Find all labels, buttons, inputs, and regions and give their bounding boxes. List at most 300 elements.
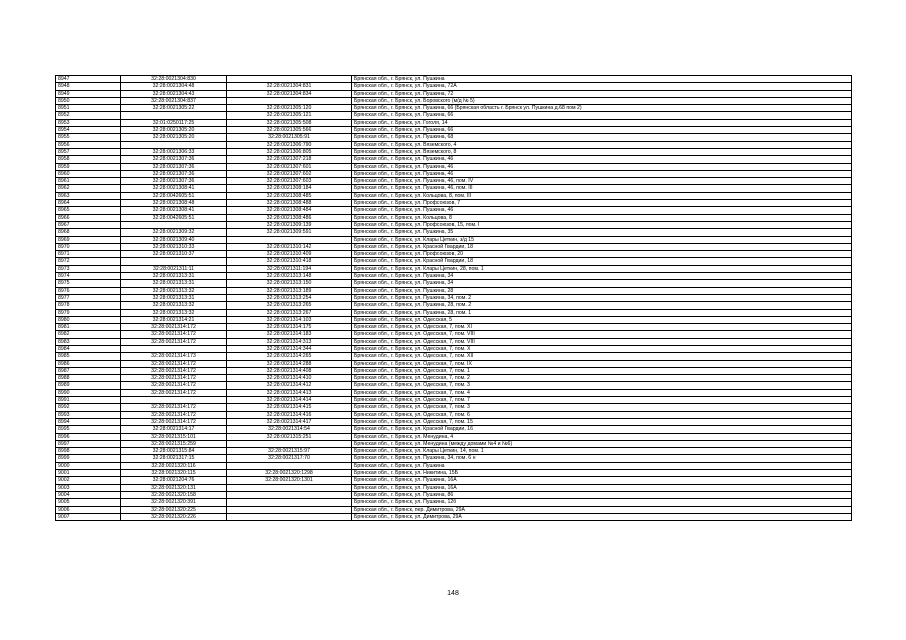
building-cadastral-number-cell xyxy=(227,236,352,243)
building-cadastral-number-cell: 32:28:0021308:184 xyxy=(227,185,352,192)
land-cadastral-number-cell: 32:28:0021315:84 xyxy=(121,448,227,455)
building-cadastral-number-cell: 32:28:0021313:254 xyxy=(227,294,352,301)
land-cadastral-number-cell: 32:28:0021314:172 xyxy=(121,331,227,338)
building-cadastral-number-cell: 32:28:0021314:410 xyxy=(227,375,352,382)
address-cell: Брянская обл., г. Брянск, ул. Одесская, 7, пом. 1 xyxy=(352,367,852,374)
building-cadastral-number-cell: 32:28:0021314:413 xyxy=(227,389,352,396)
row-number-cell: 8993 xyxy=(56,411,121,418)
table-row xyxy=(56,170,852,177)
row-number-cell: 9006 xyxy=(56,506,121,513)
building-cadastral-number-cell: 32:28:0021307:602 xyxy=(227,170,352,177)
address-cell: Брянская обл., г. Брянск, ул. Профсоюзов, 7 xyxy=(352,200,852,207)
row-number-cell: 8986 xyxy=(56,360,121,367)
table-row xyxy=(56,506,852,513)
row-number-cell: 8970 xyxy=(56,243,121,250)
address-cell: Брянская обл., г. Брянск, ул. Одесская, 7, пом. 2 xyxy=(352,375,852,382)
building-cadastral-number-cell: 32:28:0021313:150 xyxy=(227,280,352,287)
address-cell: Брянская обл., г. Брянск, ул. Менудина, 4 xyxy=(352,433,852,440)
row-number-cell: 8994 xyxy=(56,418,121,425)
row-number-cell: 8992 xyxy=(56,404,121,411)
land-cadastral-number-cell: 32:28:0021314:172 xyxy=(121,418,227,425)
table-row xyxy=(56,389,852,396)
address-cell: Брянская обл., г. Брянск, ул. Клары Цеткин, 28, пом. 1 xyxy=(352,265,852,272)
address-cell: Брянская обл., г. Брянск, пер. Димитрова, 29А xyxy=(352,506,852,513)
row-number-cell: 8958 xyxy=(56,156,121,163)
row-number-cell: 8991 xyxy=(56,397,121,404)
land-cadastral-number-cell: 32:28:0021314:17 xyxy=(121,426,227,433)
table-row xyxy=(56,455,852,462)
address-cell: Брянская обл., г. Брянск, ул. Пушкина, 28, пом. 1 xyxy=(352,309,852,316)
table-row xyxy=(56,411,852,418)
table-row xyxy=(56,185,852,192)
table-row xyxy=(56,229,852,236)
land-cadastral-number-cell: 32:28:0021313:32 xyxy=(121,302,227,309)
address-cell: Брянская обл., г. Брянск, ул. Пушкина, 46 xyxy=(352,207,852,214)
row-number-cell: 8975 xyxy=(56,280,121,287)
address-cell: Брянская обл., г. Брянск, ул. Пушкина, 72 xyxy=(352,90,852,97)
row-number-cell: 8960 xyxy=(56,170,121,177)
building-cadastral-number-cell: 32:28:0021308:488 xyxy=(227,200,352,207)
address-cell: Брянская обл., г. Брянск, ул. Клары Цеткин, з/д 15 xyxy=(352,236,852,243)
table-row xyxy=(56,324,852,331)
building-cadastral-number-cell: 32:28:0021314:416 xyxy=(227,411,352,418)
table-row xyxy=(56,273,852,280)
row-number-cell: 8969 xyxy=(56,236,121,243)
land-cadastral-number-cell: 32:28:0021313:31 xyxy=(121,294,227,301)
row-number-cell: 8952 xyxy=(56,112,121,119)
address-cell: Брянская обл., г. Брянск, ул. Гоголя, 14 xyxy=(352,119,852,126)
land-cadastral-number-cell: 32:28:0021308:41 xyxy=(121,185,227,192)
land-cadastral-number-cell: 32:28:0021320:131 xyxy=(121,484,227,491)
address-cell: Брянская обл., г. Брянск, ул. Пушкина, 46 xyxy=(352,163,852,170)
property-registry-table xyxy=(55,75,852,521)
land-cadastral-number-cell: 32:28:0021317:15 xyxy=(121,455,227,462)
building-cadastral-number-cell: 32:28:0021314:313 xyxy=(227,338,352,345)
land-cadastral-number-cell: 32:28:0021314:173 xyxy=(121,353,227,360)
row-number-cell: 8977 xyxy=(56,294,121,301)
row-number-cell: 8949 xyxy=(56,90,121,97)
row-number-cell: 8981 xyxy=(56,324,121,331)
row-number-cell: 8987 xyxy=(56,367,121,374)
building-cadastral-number-cell: 32:28:0021314:417 xyxy=(227,418,352,425)
address-cell: Брянская обл., г. Брянск, ул. Пушкина, 16А xyxy=(352,477,852,484)
table-row xyxy=(56,440,852,447)
building-cadastral-number-cell xyxy=(227,462,352,469)
building-cadastral-number-cell: 32:28:0021304:831 xyxy=(227,83,352,90)
table-row xyxy=(56,462,852,469)
table-row xyxy=(56,448,852,455)
building-cadastral-number-cell: 32:28:0021314:183 xyxy=(227,331,352,338)
table-row xyxy=(56,236,852,243)
land-cadastral-number-cell: 32:28:0021304:830 xyxy=(121,76,227,83)
land-cadastral-number-cell: 32:28:0021311:11 xyxy=(121,265,227,272)
building-cadastral-number-cell: 32:28:0021313:148 xyxy=(227,273,352,280)
building-cadastral-number-cell: 32:28:0021314:265 xyxy=(227,353,352,360)
building-cadastral-number-cell: 32:28:0021317:70 xyxy=(227,455,352,462)
building-cadastral-number-cell: 32:28:0021305:121 xyxy=(227,112,352,119)
land-cadastral-number-cell: 32:28:0021308:41 xyxy=(121,207,227,214)
table-row xyxy=(56,477,852,484)
land-cadastral-number-cell: 32:28:0021307:36 xyxy=(121,178,227,185)
land-cadastral-number-cell: 32:28:0021204:76 xyxy=(121,477,227,484)
address-cell: Брянская обл., г. Брянск, ул. Одесская, 7, пом. VIII xyxy=(352,331,852,338)
land-cadastral-number-cell: 32:28:0021304:43 xyxy=(121,90,227,97)
building-cadastral-number-cell: 32:28:0021314:103 xyxy=(227,316,352,323)
land-cadastral-number-cell: 32:28:0021313:31 xyxy=(121,273,227,280)
table-row xyxy=(56,484,852,491)
land-cadastral-number-cell: 32:28:0021314:172 xyxy=(121,367,227,374)
row-number-cell: 8955 xyxy=(56,134,121,141)
building-cadastral-number-cell: 32:28:0021320:1298 xyxy=(227,470,352,477)
table-row xyxy=(56,148,852,155)
land-cadastral-number-cell: 32:28:0021320:116 xyxy=(121,462,227,469)
address-cell: Брянская обл., г. Брянск, ул. Пушкина, 34, пом. 6 н xyxy=(352,455,852,462)
land-cadastral-number-cell: 32:28:0021310:33 xyxy=(121,243,227,250)
table-row xyxy=(56,258,852,265)
table-row xyxy=(56,345,852,352)
building-cadastral-number-cell: 32:28:0021314:344 xyxy=(227,345,352,352)
address-cell: Брянская обл., г. Брянск, ул. Пушкина, 66 (Брянская область г. Брянск ул. Пушкина д.68 пом 2) xyxy=(352,105,852,112)
row-number-cell: 8999 xyxy=(56,455,121,462)
land-cadastral-number-cell: 32:28:0042605:51 xyxy=(121,192,227,199)
row-number-cell: 8948 xyxy=(56,83,121,90)
building-cadastral-number-cell: 32:28:0021308:484 xyxy=(227,207,352,214)
table-row xyxy=(56,331,852,338)
table-row xyxy=(56,112,852,119)
address-cell: Брянская обл., г. Брянск, ул. Пушкина xyxy=(352,76,852,83)
row-number-cell: 8990 xyxy=(56,389,121,396)
row-number-cell: 8947 xyxy=(56,76,121,83)
row-number-cell: 8982 xyxy=(56,331,121,338)
building-cadastral-number-cell xyxy=(227,506,352,513)
row-number-cell: 8984 xyxy=(56,345,121,352)
land-cadastral-number-cell: 32:28:0021313:31 xyxy=(121,280,227,287)
building-cadastral-number-cell xyxy=(227,440,352,447)
building-cadastral-number-cell: 32:28:0021308:486 xyxy=(227,214,352,221)
building-cadastral-number-cell: 32:28:0021307:218 xyxy=(227,156,352,163)
land-cadastral-number-cell: 32:28:0021314:172 xyxy=(121,411,227,418)
building-cadastral-number-cell: 32:28:0021315:251 xyxy=(227,433,352,440)
address-cell: Брянская обл., г. Брянск, ул. Пушкина, 28, пом. 2 xyxy=(352,302,852,309)
building-cadastral-number-cell: 32:28:0021307:603 xyxy=(227,178,352,185)
address-cell: Брянская обл., г. Брянск, ул. Пушкина xyxy=(352,462,852,469)
table-row xyxy=(56,214,852,221)
address-cell: Брянская обл., г. Брянск, ул. Одесская, 7, пом. XII xyxy=(352,353,852,360)
land-cadastral-number-cell: 32:28:0021305:22 xyxy=(121,105,227,112)
row-number-cell: 8979 xyxy=(56,309,121,316)
address-cell: Брянская обл., г. Брянск, ул. Клары Цеткин, 14, пом. 1 xyxy=(352,448,852,455)
table-row xyxy=(56,200,852,207)
land-cadastral-number-cell: 32:28:0021305:20 xyxy=(121,134,227,141)
building-cadastral-number-cell: 32:28:0021309:591 xyxy=(227,229,352,236)
land-cadastral-number-cell xyxy=(121,141,227,148)
address-cell: Брянская обл., г. Брянск, ул. Одесская, 7, пом. 4 xyxy=(352,389,852,396)
land-cadastral-number-cell: 32:28:0021307:36 xyxy=(121,156,227,163)
address-cell: Брянская обл., г. Брянск, ул. Вяземского, 4 xyxy=(352,141,852,148)
land-cadastral-number-cell: 32:28:0021308:48 xyxy=(121,200,227,207)
row-number-cell: 8989 xyxy=(56,382,121,389)
address-cell: Брянская обл., г. Брянск, ул. Одесская, 7, пом. 3 xyxy=(352,404,852,411)
building-cadastral-number-cell: 32:28:0021310:418 xyxy=(227,258,352,265)
table-row xyxy=(56,97,852,104)
table-row xyxy=(56,127,852,134)
row-number-cell: 8967 xyxy=(56,221,121,228)
table-row xyxy=(56,316,852,323)
row-number-cell: 9003 xyxy=(56,484,121,491)
land-cadastral-number-cell: 32:28:0021304:48 xyxy=(121,83,227,90)
building-cadastral-number-cell: 32:28:0021305:566 xyxy=(227,127,352,134)
table-row xyxy=(56,426,852,433)
table-row xyxy=(56,105,852,112)
table-row xyxy=(56,404,852,411)
row-number-cell: 8972 xyxy=(56,258,121,265)
building-cadastral-number-cell: 32:28:0021314:175 xyxy=(227,324,352,331)
row-number-cell: 8973 xyxy=(56,265,121,272)
table-row xyxy=(56,499,852,506)
table-row xyxy=(56,192,852,199)
building-cadastral-number-cell: 32:28:0021314:412 xyxy=(227,382,352,389)
table-row xyxy=(56,207,852,214)
address-cell: Брянская обл., г. Брянск, ул. Пушкина, 12б xyxy=(352,499,852,506)
table-row xyxy=(56,287,852,294)
row-number-cell: 9005 xyxy=(56,499,121,506)
address-cell: Брянская обл., г. Брянск, ул. Одесская, 7, пом. 15 xyxy=(352,418,852,425)
row-number-cell: 8988 xyxy=(56,375,121,382)
table-row xyxy=(56,163,852,170)
land-cadastral-number-cell: 32:28:0021314:172 xyxy=(121,324,227,331)
land-cadastral-number-cell: 32:28:0021315:259 xyxy=(121,440,227,447)
table-row xyxy=(56,251,852,258)
row-number-cell: 8983 xyxy=(56,338,121,345)
land-cadastral-number-cell: 32:28:0021309:40 xyxy=(121,236,227,243)
building-cadastral-number-cell: 32:28:0021305:91 xyxy=(227,134,352,141)
building-cadastral-number-cell: 32:28:0021315:97 xyxy=(227,448,352,455)
row-number-cell: 8953 xyxy=(56,119,121,126)
row-number-cell: 8978 xyxy=(56,302,121,309)
building-cadastral-number-cell: 32:28:0021313:189 xyxy=(227,287,352,294)
registry-table-body xyxy=(56,76,852,521)
address-cell: Брянская обл., г. Брянск, ул. Пушкина, 66 xyxy=(352,127,852,134)
address-cell: Брянская обл., г. Брянск, ул. Пушкина, 68 xyxy=(352,134,852,141)
land-cadastral-number-cell xyxy=(121,221,227,228)
table-row xyxy=(56,83,852,90)
address-cell: Брянская обл., г. Брянск, ул. Пушкина, 34 xyxy=(352,280,852,287)
row-number-cell: 8961 xyxy=(56,178,121,185)
row-number-cell: 8956 xyxy=(56,141,121,148)
address-cell: Брянская обл., г. Брянск, ул. Одесская, 7, пом. 6 xyxy=(352,411,852,418)
land-cadastral-number-cell: 32:28:0021315:101 xyxy=(121,433,227,440)
building-cadastral-number-cell: 32:28:0021304:834 xyxy=(227,90,352,97)
land-cadastral-number-cell: 32:28:0021314:172 xyxy=(121,382,227,389)
address-cell: Брянская обл., г. Брянск, ул. Красной Гвардии, 16 xyxy=(352,426,852,433)
address-cell: Брянская обл., г. Брянск, ул. Профсоюзов, 15, пом. I xyxy=(352,221,852,228)
page-number: 148 xyxy=(447,590,459,597)
table-row xyxy=(56,156,852,163)
address-cell: Брянская обл., г. Брянск, ул. Вяземского, 8 xyxy=(352,148,852,155)
land-cadastral-number-cell: 32:28:0021314:21 xyxy=(121,316,227,323)
table-row xyxy=(56,280,852,287)
table-row xyxy=(56,418,852,425)
address-cell: Брянская обл., г. Брянск, ул. Пушкина, 28 xyxy=(352,287,852,294)
building-cadastral-number-cell: 32:28:0021313:267 xyxy=(227,309,352,316)
table-row xyxy=(56,309,852,316)
row-number-cell: 8998 xyxy=(56,448,121,455)
row-number-cell: 8997 xyxy=(56,440,121,447)
land-cadastral-number-cell: 32:28:0021309:32 xyxy=(121,229,227,236)
building-cadastral-number-cell: 32:28:0021309:139 xyxy=(227,221,352,228)
address-cell: Брянская обл., г. Брянск, ул. Пушкина, 72А xyxy=(352,83,852,90)
address-cell: Брянская обл., г. Брянск, ул. Одесская, 7, пом. XI xyxy=(352,324,852,331)
building-cadastral-number-cell xyxy=(227,491,352,498)
row-number-cell: 8962 xyxy=(56,185,121,192)
table-row xyxy=(56,338,852,345)
table-row xyxy=(56,302,852,309)
land-cadastral-number-cell xyxy=(121,345,227,352)
land-cadastral-number-cell: 32:28:0021314:172 xyxy=(121,404,227,411)
land-cadastral-number-cell: 32:28:0042605:51 xyxy=(121,214,227,221)
address-cell: Брянская обл., г. Брянск, ул. Пушкина, 35 xyxy=(352,229,852,236)
row-number-cell: 8954 xyxy=(56,127,121,134)
building-cadastral-number-cell: 32:28:0021314:415 xyxy=(227,404,352,411)
building-cadastral-number-cell xyxy=(227,484,352,491)
address-cell: Брянская обл., г. Брянск, ул. Красной Гвардии, 18 xyxy=(352,243,852,250)
address-cell: Брянская обл., г. Брянск, ул. Пушкина, 66 xyxy=(352,112,852,119)
land-cadastral-number-cell: 32:28:0021306:33 xyxy=(121,148,227,155)
row-number-cell: 9002 xyxy=(56,477,121,484)
table-row xyxy=(56,367,852,374)
address-cell: Брянская обл., г. Брянск, ул. Кольцова, 8 xyxy=(352,214,852,221)
row-number-cell: 8980 xyxy=(56,316,121,323)
building-cadastral-number-cell: 32:28:0021314:414 xyxy=(227,397,352,404)
land-cadastral-number-cell: 32:28:0021310:37 xyxy=(121,251,227,258)
land-cadastral-number-cell: 32:28:0021314:172 xyxy=(121,338,227,345)
address-cell: Брянская обл., г. Брянск, ул. Кольцова, 8, пом. III xyxy=(352,192,852,199)
row-number-cell: 8968 xyxy=(56,229,121,236)
table-row xyxy=(56,375,852,382)
row-number-cell: 8957 xyxy=(56,148,121,155)
address-cell: Брянская обл., г. Брянск, ул. Одесская, 7, пом. 3 xyxy=(352,382,852,389)
row-number-cell: 8959 xyxy=(56,163,121,170)
row-number-cell: 8964 xyxy=(56,200,121,207)
table-row xyxy=(56,294,852,301)
table-row xyxy=(56,119,852,126)
row-number-cell: 8951 xyxy=(56,105,121,112)
building-cadastral-number-cell: 32:28:0021320:1301 xyxy=(227,477,352,484)
row-number-cell: 8963 xyxy=(56,192,121,199)
row-number-cell: 8995 xyxy=(56,426,121,433)
land-cadastral-number-cell: 32:28:0021305:20 xyxy=(121,127,227,134)
land-cadastral-number-cell xyxy=(121,258,227,265)
table-row xyxy=(56,470,852,477)
address-cell: Брянская обл., г. Брянск, ул. Пушкина, 34, пом. 2 xyxy=(352,294,852,301)
land-cadastral-number-cell: 32:28:0021307:36 xyxy=(121,170,227,177)
row-number-cell: 8966 xyxy=(56,214,121,221)
land-cadastral-number-cell: 32:28:0021320:226 xyxy=(121,513,227,520)
table-row xyxy=(56,178,852,185)
building-cadastral-number-cell: 32:28:0021306:805 xyxy=(227,148,352,155)
land-cadastral-number-cell: 32:28:0021320:391 xyxy=(121,499,227,506)
land-cadastral-number-cell xyxy=(121,397,227,404)
table-row xyxy=(56,221,852,228)
row-number-cell: 9001 xyxy=(56,470,121,477)
building-cadastral-number-cell: 32:28:0021305:120 xyxy=(227,105,352,112)
address-cell: Брянская обл., г. Брянск, ул. Пушкина, 86 xyxy=(352,491,852,498)
address-cell: Брянская обл., г. Брянск, ул. Профсоюзов, 20 xyxy=(352,251,852,258)
land-cadastral-number-cell: 32:28:0021313:32 xyxy=(121,309,227,316)
building-cadastral-number-cell: 32:28:0021307:601 xyxy=(227,163,352,170)
address-cell: Брянская обл., г. Брянск, ул. Никитина, 15Б xyxy=(352,470,852,477)
building-cadastral-number-cell: 32:28:0021305:508 xyxy=(227,119,352,126)
land-cadastral-number-cell xyxy=(121,112,227,119)
address-cell: Брянская обл., г. Брянск, ул. Пушкина, 46, пом. IV xyxy=(352,178,852,185)
table-row xyxy=(56,353,852,360)
row-number-cell: 8971 xyxy=(56,251,121,258)
address-cell: Брянская обл., г. Брянск, ул. Пушкина, 34 xyxy=(352,273,852,280)
row-number-cell: 8965 xyxy=(56,207,121,214)
address-cell: Брянская обл., г. Брянск, ул. Одесская, 5 xyxy=(352,316,852,323)
land-cadastral-number-cell: 32:28:0021307:36 xyxy=(121,163,227,170)
building-cadastral-number-cell xyxy=(227,513,352,520)
row-number-cell: 9004 xyxy=(56,491,121,498)
land-cadastral-number-cell: 32:28:0021320:158 xyxy=(121,491,227,498)
table-row xyxy=(56,433,852,440)
table-row xyxy=(56,513,852,520)
building-cadastral-number-cell xyxy=(227,76,352,83)
table-row xyxy=(56,76,852,83)
land-cadastral-number-cell: 32:28:0021314:172 xyxy=(121,375,227,382)
row-number-cell: 8985 xyxy=(56,353,121,360)
building-cadastral-number-cell: 32:28:0021306:790 xyxy=(227,141,352,148)
address-cell: Брянская обл., г. Брянск, ул. Пушкина, 16А xyxy=(352,484,852,491)
building-cadastral-number-cell xyxy=(227,499,352,506)
row-number-cell: 8974 xyxy=(56,273,121,280)
table-row xyxy=(56,265,852,272)
address-cell: Брянская обл., г. Брянск, ул. Димитрова, 29А xyxy=(352,513,852,520)
address-cell: Брянская обл., г. Брянск, ул. Красной Гвардии, 18 xyxy=(352,258,852,265)
building-cadastral-number-cell xyxy=(227,97,352,104)
table-row xyxy=(56,141,852,148)
address-cell: Брянская обл., г. Брянск, ул. Одесская, 7, пом. X xyxy=(352,345,852,352)
building-cadastral-number-cell: 32:28:0021313:265 xyxy=(227,302,352,309)
land-cadastral-number-cell: 32:28:0021304:837 xyxy=(121,97,227,104)
row-number-cell: 8996 xyxy=(56,433,121,440)
row-number-cell: 8950 xyxy=(56,97,121,104)
building-cadastral-number-cell: 32:28:0021308:485 xyxy=(227,192,352,199)
land-cadastral-number-cell: 32:28:0021320:115 xyxy=(121,470,227,477)
address-cell: Брянская обл., г. Брянск, ул. Пушкина, 46 xyxy=(352,156,852,163)
address-cell: Брянская обл., г. Брянск, ул. Одесская, 7, пом. 7 xyxy=(352,397,852,404)
land-cadastral-number-cell: 32:28:0021313:32 xyxy=(121,287,227,294)
table-row xyxy=(56,382,852,389)
building-cadastral-number-cell: 32:28:0021314:408 xyxy=(227,367,352,374)
land-cadastral-number-cell: 32:28:0021314:172 xyxy=(121,389,227,396)
table-row xyxy=(56,90,852,97)
address-cell: Брянская обл., г. Брянск, ул. Боровского (м/д № 5) xyxy=(352,97,852,104)
table-row xyxy=(56,397,852,404)
building-cadastral-number-cell: 32:28:0021314:54 xyxy=(227,426,352,433)
building-cadastral-number-cell: 32:28:0021310:409 xyxy=(227,251,352,258)
table-row xyxy=(56,134,852,141)
address-cell: Брянская обл., г. Брянск, ул. Пушкина, 46 xyxy=(352,170,852,177)
building-cadastral-number-cell: 32:28:0021310:142 xyxy=(227,243,352,250)
row-number-cell: 9000 xyxy=(56,462,121,469)
building-cadastral-number-cell: 32:28:0021311:194 xyxy=(227,265,352,272)
row-number-cell: 9007 xyxy=(56,513,121,520)
table-row xyxy=(56,243,852,250)
land-cadastral-number-cell: 32:01:0250117:25 xyxy=(121,119,227,126)
row-number-cell: 8976 xyxy=(56,287,121,294)
address-cell: Брянская обл., г. Брянск, ул. Одесская, 7, пом. IX xyxy=(352,360,852,367)
